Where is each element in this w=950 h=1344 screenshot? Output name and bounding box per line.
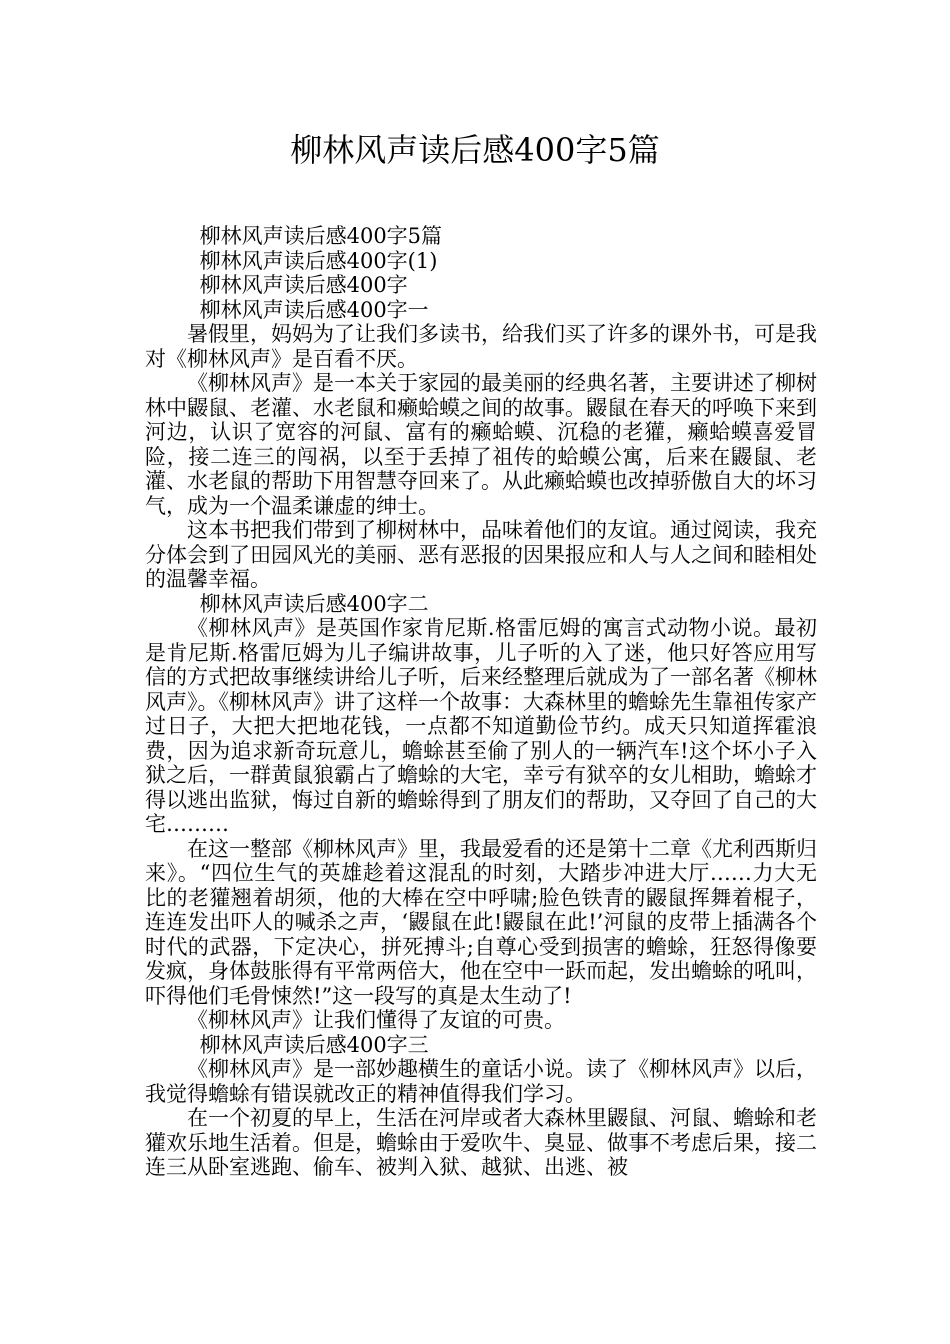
section-heading: 柳林风声读后感400字: [199, 273, 408, 297]
section-heading: 柳林风声读后感400字三: [199, 1032, 429, 1057]
body-paragraph: 《柳林风声》让我们懂得了友谊的可贵。: [187, 1008, 565, 1032]
section-heading: 柳林风声读后感400字5篇: [199, 224, 443, 248]
section-heading: 柳林风声读后感400字二: [199, 591, 429, 616]
document-title: 柳林风声读后感400字5篇: [290, 131, 660, 169]
body-paragraph: 暑假里，妈妈为了让我们多读书，给我们买了许多的课外书，可是我对《柳林风声》是百看不厌。: [145, 322, 817, 371]
body-paragraph: 《柳林风声》是英国作家肯尼斯.格雷厄姆的寓言式动物小说。最初是肯尼斯.格雷厄姆为儿子编讲故事，儿子听的入了迷，他只好答应用写信的方式把故事继续讲给儿子听，后来经整理后就成为了一部名著《柳林风声》。《柳林风声》讲了这样一个故事：大森林里的蟾蜍先生靠祖传家产过日子，大把大把地花钱，一点都不知道勤俭节约。成天只知道挥霍浪费，因为追求新奇玩意儿，蟾蜍甚至偷了别人的一辆汽车!这个坏小子入狱之后，一群黄鼠狼霸占了蟾蜍的大宅，幸亏有狱卒的女儿相助，蟾蜍才得以逃出监狱，悔过自新的蟾蜍得到了朋友们的帮助，又夺回了自己的大宅………: [145, 616, 817, 836]
section-heading: 柳林风声读后感400字(1): [199, 248, 438, 273]
body-paragraph: 在一个初夏的早上，生活在河岸或者大森林里鼹鼠、河鼠、蟾蜍和老獾欢乐地生活着。但是，蟾蜍由于爱吹牛、臭显、做事不考虑后果，接二连三从卧室逃跑、偷车、被判入狱、越狱、出逃、被: [145, 1106, 817, 1179]
body-paragraph: 《柳林风声》是一本关于家园的最美丽的经典名著，主要讲述了柳树林中鼹鼠、老灌、水老鼠和癞蛤蟆之间的故事。鼹鼠在春天的呼唤下来到河边，认识了宽容的河鼠、富有的癞蛤蟆、沉稳的老獾，癞蛤蟆喜爱冒险，接二连三的闯祸，以至于丢掉了祖传的蛤蟆公寓，后来在鼹鼠、老灌、水老鼠的帮助下用智慧夺回来了。从此癞蛤蟆也改掉骄傲自大的坏习气，成为一个温柔谦虚的绅士。: [145, 371, 817, 518]
document-body: [145, 224, 817, 1180]
body-paragraph: 这本书把我们带到了柳树林中，品味着他们的友谊。通过阅读，我充分体会到了田园风光的美丽、恶有恶报的因果报应和人与人之间和睦相处的温馨幸福。: [145, 518, 817, 591]
section-heading: 柳林风声读后感400字一: [199, 297, 429, 322]
body-paragraph: 《柳林风声》是一部妙趣横生的童话小说。读了《柳林风声》以后，我觉得蟾蜍有错误就改正的精神值得我们学习。: [145, 1057, 817, 1106]
body-paragraph: 在这一整部《柳林风声》里，我最爱看的还是第十二章《尤利西斯归来》。“四位生气的英雄趁着这混乱的时刻，大踏步冲进大厅……力大无比的老獾翘着胡须，他的大棒在空中呼啸;脸色铁青的鼹鼠挥舞着棍子，连连发出吓人的喊杀之声，‘鼹鼠在此!鼹鼠在此!’河鼠的皮带上插满各个时代的武器，下定决心，拼死搏斗;自尊心受到损害的蟾蜍，狂怒得像要发疯，身体鼓胀得有平常两倍大，他在空中一跃而起，发出蟾蜍的吼叫，吓得他们毛骨悚然!”这一段写的真是太生动了!: [145, 836, 817, 1008]
